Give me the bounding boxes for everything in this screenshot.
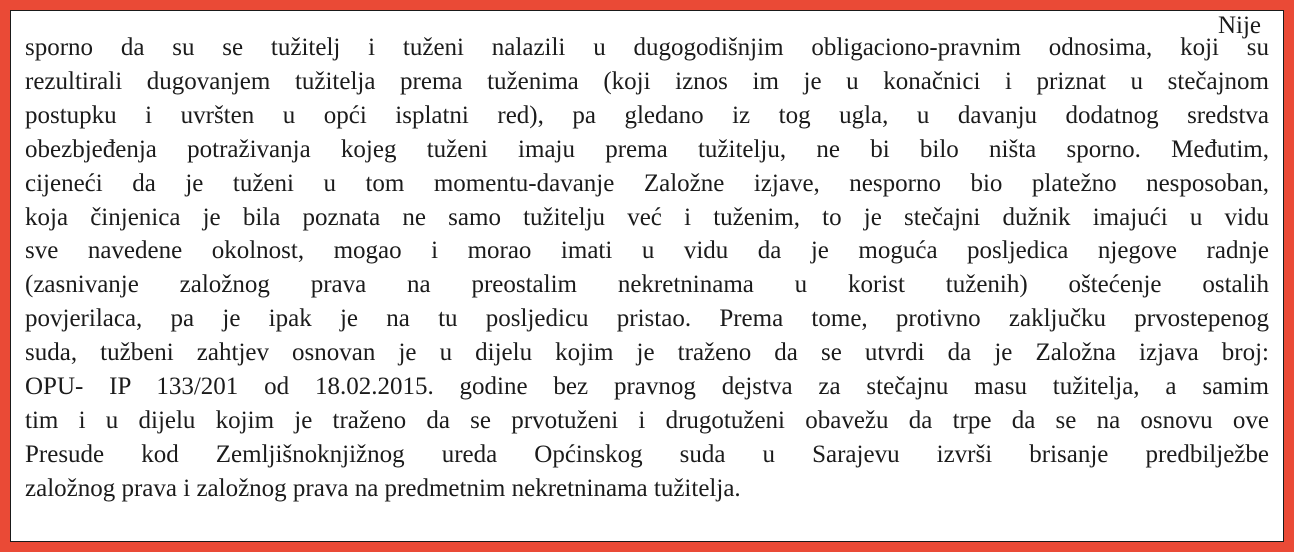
paragraph-line: sve navedene okolnost, mogao i morao imati u vidu da je moguća posljedica njegove radnje <box>25 237 1269 265</box>
paragraph-line: tim i u dijelu kojim je traženo da se prvotuženi i drugotuženi obavežu da trpe da se na osnovu ove <box>25 406 1269 434</box>
paragraph-line: založnog prava i založnog prava na predmetnim nekretninama tužitelja. <box>25 474 741 502</box>
paragraph-line: koja činjenica je bila poznata ne samo tužitelju već i tuženim, to je stečajni dužnik imajući u vidu <box>25 203 1269 231</box>
paragraph-line: obezbjeđenja potraživanja kojeg tuženi imaju prema tužitelju, ne bi bilo ništa sporno. Međutim, <box>25 135 1269 163</box>
paragraph-line: sporno da su se tužitelj i tuženi nalazili u dugogodišnjim obligaciono-pravnim odnosima, koji su <box>25 34 1269 61</box>
paragraph-line: (zasnivanje založnog prava na preostalim nekretninama u korist tuženih) oštećenje ostalih <box>25 271 1269 299</box>
top-word: Nije <box>1217 12 1261 39</box>
paragraph-line: rezultirali dugovanjem tužitelja prema tuženima (koji iznos im je u konačnici i priznat u stečajnom <box>25 67 1269 95</box>
document-page <box>10 10 1284 542</box>
paragraph-line: povjerilaca, pa je ipak je na tu posljedicu pristao. Prema tome, protivno zaključku prvostepenog <box>25 305 1269 333</box>
paragraph-line: OPU- IP 133/201 od 18.02.2015. godine bez pravnog dejstva za stečajnu masu tužitelja, a samim <box>25 373 1269 400</box>
paragraph-line: cijeneći da je tuženi u tom momentu-davanje Založne izjave, nesporno bio platežno nesposoban, <box>25 169 1269 197</box>
paragraph-line: suda, tužbeni zahtjev osnovan je u dijelu kojim je traženo da se utvrdi da je Založna izjava broj: <box>25 339 1269 367</box>
paragraph-line: Presude kod Zemljišnoknjižnog ureda Općinskog suda u Sarajevu izvrši brisanje predbilježbe <box>25 440 1269 468</box>
paragraph-line: postupku i uvršten u opći isplatni red), pa gledano iz tog ugla, u davanju dodatnog sredstva <box>25 101 1269 129</box>
